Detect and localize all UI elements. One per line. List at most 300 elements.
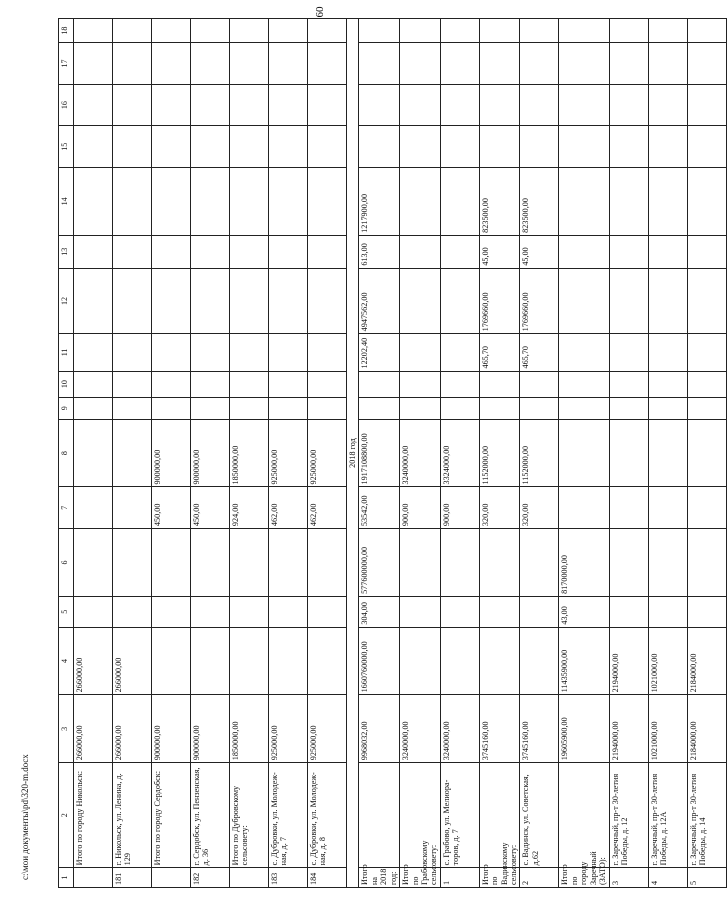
table-cell: 577600000,00	[359, 529, 400, 597]
table-cell: г. Сердобск, ул. Пензенская, д. 36	[191, 763, 230, 868]
table-cell	[191, 84, 230, 126]
table-cell	[191, 126, 230, 168]
table-cell: 4947562,00	[359, 268, 400, 334]
table-cell	[359, 763, 400, 868]
table-cell	[308, 268, 347, 334]
table-cell	[74, 84, 113, 126]
table-cell: с. Дубровки, ул. Молодеж-ная, д. 7	[269, 763, 308, 868]
table-cell: 182	[191, 868, 230, 888]
table-cell: с. Дубровки, ул. Молодеж-ная, д. 8	[308, 763, 347, 868]
table-row	[479, 19, 520, 888]
table-cell	[440, 334, 479, 371]
table-cell: 45,00	[479, 235, 520, 268]
data-table	[58, 18, 727, 888]
table-cell: г. Заречный, пр-т 30-летия Победы, д. 12	[609, 763, 648, 868]
table-cell	[74, 487, 113, 529]
table-cell	[648, 126, 687, 168]
table-cell	[609, 84, 648, 126]
table-row	[359, 19, 400, 888]
table-row	[609, 19, 648, 888]
table-cell	[687, 19, 726, 43]
column-header: 12	[59, 268, 74, 334]
table-cell	[400, 371, 441, 397]
table-cell	[152, 627, 191, 695]
table-cell	[440, 596, 479, 627]
table-cell	[359, 371, 400, 397]
table-cell	[74, 419, 113, 487]
table-cell: 3324000,00	[440, 419, 479, 487]
table-cell	[687, 397, 726, 419]
table-cell	[152, 43, 191, 85]
table-cell	[648, 167, 687, 235]
table-cell	[74, 19, 113, 43]
table-cell: 925000,00	[269, 419, 308, 487]
table-cell	[609, 167, 648, 235]
table-cell	[230, 84, 269, 126]
table-cell	[359, 84, 400, 126]
table-cell: 3240000,00	[400, 695, 441, 763]
table-cell	[609, 235, 648, 268]
table-cell	[400, 19, 441, 43]
table-cell	[269, 19, 308, 43]
table-cell	[479, 529, 520, 597]
table-cell	[687, 43, 726, 85]
table-row	[400, 19, 441, 888]
table-cell	[648, 334, 687, 371]
table-cell	[400, 397, 441, 419]
table-cell: 4	[648, 868, 687, 888]
table-cell: 2	[520, 868, 559, 888]
table-cell	[648, 84, 687, 126]
table-cell	[479, 627, 520, 695]
table-cell	[648, 235, 687, 268]
table-cell	[559, 397, 609, 419]
table-cell	[74, 43, 113, 85]
table-cell	[559, 334, 609, 371]
table-cell	[400, 167, 441, 235]
table-cell: 45,00	[520, 235, 559, 268]
table-cell	[191, 268, 230, 334]
table-cell	[359, 19, 400, 43]
table-cell	[191, 529, 230, 597]
column-header: 13	[59, 235, 74, 268]
table-cell: 925000,00	[308, 695, 347, 763]
table-cell	[230, 126, 269, 168]
table-cell	[440, 19, 479, 43]
page-number: 60	[314, 6, 326, 18]
table-cell	[479, 84, 520, 126]
table-cell: 900000,00	[191, 695, 230, 763]
table-cell	[400, 84, 441, 126]
table-cell	[74, 334, 113, 371]
table-cell: 266000,00	[74, 695, 113, 763]
table-cell	[269, 529, 308, 597]
table-cell: 1850000,00	[230, 695, 269, 763]
table-cell: 465,70	[479, 334, 520, 371]
table-cell	[113, 334, 152, 371]
table-cell	[230, 627, 269, 695]
table-cell: 900000,00	[152, 419, 191, 487]
table-cell	[520, 371, 559, 397]
table-cell	[113, 167, 152, 235]
table-cell	[400, 627, 441, 695]
table-row	[74, 19, 113, 888]
table-cell: 925000,00	[308, 419, 347, 487]
table-cell	[113, 268, 152, 334]
table-cell	[520, 126, 559, 168]
table-cell: 465,70	[520, 334, 559, 371]
table-cell	[559, 43, 609, 85]
table-cell	[269, 334, 308, 371]
table-cell	[230, 397, 269, 419]
table-row	[687, 19, 726, 888]
table-cell	[440, 627, 479, 695]
table-cell	[191, 167, 230, 235]
table-cell	[152, 596, 191, 627]
table-cell	[400, 126, 441, 168]
table-cell	[308, 84, 347, 126]
table-cell	[609, 43, 648, 85]
table-cell	[609, 371, 648, 397]
table-cell	[687, 419, 726, 487]
table-cell	[400, 268, 441, 334]
year-heading-row	[347, 19, 359, 888]
table-cell	[113, 397, 152, 419]
table-cell	[440, 371, 479, 397]
table-cell	[308, 126, 347, 168]
table-cell	[687, 487, 726, 529]
table-cell: 3745160,00	[479, 695, 520, 763]
table-cell: 8170000,00	[559, 529, 609, 597]
table-cell	[308, 334, 347, 371]
table-cell	[687, 371, 726, 397]
column-number-row	[59, 19, 74, 888]
table-cell	[687, 268, 726, 334]
table-cell	[648, 19, 687, 43]
table-cell	[113, 43, 152, 85]
table-cell	[230, 868, 269, 888]
column-header: 17	[59, 43, 74, 85]
table-cell	[359, 397, 400, 419]
table-cell: 900,00	[400, 487, 441, 529]
table-cell	[113, 19, 152, 43]
table-cell: 1	[440, 868, 479, 888]
table-cell	[479, 397, 520, 419]
table-cell	[74, 235, 113, 268]
table-cell	[609, 126, 648, 168]
table-cell	[152, 268, 191, 334]
column-header: 15	[59, 126, 74, 168]
table-cell	[520, 397, 559, 419]
table-cell	[191, 235, 230, 268]
table-cell	[269, 397, 308, 419]
footer-file-path: c:\мои документы\pd\320-m.docx	[20, 754, 30, 880]
table-cell: 1769660,00	[520, 268, 559, 334]
table-cell	[269, 84, 308, 126]
table-cell	[152, 397, 191, 419]
table-cell	[609, 19, 648, 43]
table-cell	[152, 126, 191, 168]
table-cell	[559, 763, 609, 868]
table-cell: 181	[113, 868, 152, 888]
table-cell	[152, 84, 191, 126]
table-cell	[520, 43, 559, 85]
column-header: 6	[59, 529, 74, 597]
table-cell: Итого по городу Заречный (ЗАТО):	[559, 868, 609, 888]
column-header: 10	[59, 371, 74, 397]
table-cell	[113, 529, 152, 597]
table-cell	[648, 529, 687, 597]
table-body-after	[359, 19, 726, 888]
table-cell: г. Заречный, пр-т 30-летия Победы, д. 12А	[648, 763, 687, 868]
table-cell	[74, 268, 113, 334]
table-cell	[440, 529, 479, 597]
table-cell	[230, 268, 269, 334]
table-cell	[648, 419, 687, 487]
table-cell	[559, 19, 609, 43]
table-cell	[359, 43, 400, 85]
table-cell	[520, 627, 559, 695]
table-cell: 450,00	[191, 487, 230, 529]
table-cell: 320,00	[479, 487, 520, 529]
table-row	[648, 19, 687, 888]
table-cell	[269, 596, 308, 627]
table-cell	[152, 371, 191, 397]
table-cell: 184	[308, 868, 347, 888]
table-cell	[230, 596, 269, 627]
table-cell	[609, 529, 648, 597]
table-cell	[191, 371, 230, 397]
table-cell	[359, 126, 400, 168]
table-cell	[400, 235, 441, 268]
table-cell: 2194000,00	[609, 627, 648, 695]
table-cell	[520, 596, 559, 627]
table-cell	[308, 397, 347, 419]
table-cell: 823500,00	[520, 167, 559, 235]
table-cell	[440, 235, 479, 268]
table-cell	[191, 397, 230, 419]
table-cell	[400, 43, 441, 85]
table-cell: 266000,00	[113, 695, 152, 763]
table-cell: Итого по Грабовскому сельсовету:	[400, 868, 441, 888]
table-row	[152, 19, 191, 888]
table-cell: 3240000,00	[440, 695, 479, 763]
table-cell	[113, 487, 152, 529]
table-cell	[152, 334, 191, 371]
table-cell	[440, 43, 479, 85]
table-cell: 1021000,00	[648, 695, 687, 763]
column-header: 1	[59, 868, 74, 888]
column-header: 3	[59, 695, 74, 763]
table-cell	[559, 487, 609, 529]
table-cell	[520, 19, 559, 43]
table-cell	[308, 371, 347, 397]
table-cell	[74, 529, 113, 597]
table-cell	[559, 268, 609, 334]
table-row	[308, 19, 347, 888]
table-cell	[74, 126, 113, 168]
table-cell	[269, 235, 308, 268]
table-cell	[609, 419, 648, 487]
table-cell	[113, 84, 152, 126]
table-cell	[269, 126, 308, 168]
table-cell	[191, 43, 230, 85]
table-cell	[113, 235, 152, 268]
table-cell	[152, 19, 191, 43]
table-cell: с. Вадинск, ул. Советская, д.62	[520, 763, 559, 868]
table-cell: 1769660,00	[479, 268, 520, 334]
table-cell	[440, 84, 479, 126]
table-cell	[559, 167, 609, 235]
table-cell	[479, 596, 520, 627]
table-cell	[191, 19, 230, 43]
table-cell	[400, 529, 441, 597]
table-cell	[308, 596, 347, 627]
table-cell	[687, 334, 726, 371]
table-cell	[520, 529, 559, 597]
table-cell: 12202,40	[359, 334, 400, 371]
table-cell	[440, 397, 479, 419]
table-cell: 900,00	[440, 487, 479, 529]
table-cell	[609, 487, 648, 529]
table-cell	[113, 371, 152, 397]
table-cell: 900000,00	[152, 695, 191, 763]
table-cell: 266000,00	[113, 627, 152, 695]
table-cell	[479, 126, 520, 168]
table-cell: Итого по Вадинскому сельсовету:	[479, 868, 520, 888]
table-cell	[609, 268, 648, 334]
table-cell: 2194000,00	[609, 695, 648, 763]
table-cell: 1917108800,00	[359, 419, 400, 487]
table-cell	[152, 529, 191, 597]
table-cell	[648, 487, 687, 529]
table-cell	[687, 84, 726, 126]
table-cell	[648, 43, 687, 85]
table-cell	[191, 596, 230, 627]
table-cell: 925000,00	[269, 695, 308, 763]
table-cell	[308, 43, 347, 85]
table-cell	[687, 126, 726, 168]
table-cell	[113, 596, 152, 627]
table-cell: 1660760000,00	[359, 627, 400, 695]
table-cell	[230, 43, 269, 85]
table-cell: 924,00	[230, 487, 269, 529]
table-cell	[308, 167, 347, 235]
table-cell	[152, 868, 191, 888]
table-cell: с. Грабово, ул. Мелиора-торов, д. 7	[440, 763, 479, 868]
table-cell	[648, 397, 687, 419]
table-cell: 183	[269, 868, 308, 888]
table-cell: Итого по городу Сердобск:	[152, 763, 191, 868]
column-header: 18	[59, 19, 74, 43]
table-cell	[440, 268, 479, 334]
table-cell	[687, 167, 726, 235]
table-cell	[74, 371, 113, 397]
table-cell: 3745160,00	[520, 695, 559, 763]
table-cell	[648, 371, 687, 397]
table-cell: 1850000,00	[230, 419, 269, 487]
rotated-table-wrapper	[58, 18, 708, 888]
table-cell: 900000,00	[191, 419, 230, 487]
table-cell	[687, 596, 726, 627]
table-cell	[230, 167, 269, 235]
table-cell	[269, 43, 308, 85]
table-cell: 3240000,00	[400, 419, 441, 487]
table-cell	[609, 397, 648, 419]
table-cell: 450,00	[152, 487, 191, 529]
column-header: 16	[59, 84, 74, 126]
table-cell	[230, 334, 269, 371]
column-header: 9	[59, 397, 74, 419]
table-cell: 266000,00	[74, 627, 113, 695]
table-cell: 823500,00	[479, 167, 520, 235]
table-cell	[269, 627, 308, 695]
table-cell	[152, 235, 191, 268]
table-cell	[113, 419, 152, 487]
table-row	[440, 19, 479, 888]
table-cell	[559, 126, 609, 168]
table-cell: 1217900,00	[359, 167, 400, 235]
table-cell	[440, 126, 479, 168]
table-cell: 2184000,00	[687, 695, 726, 763]
table-row	[559, 19, 609, 888]
table-cell	[74, 596, 113, 627]
table-cell	[440, 167, 479, 235]
table-cell	[648, 268, 687, 334]
table-cell	[400, 334, 441, 371]
table-cell	[520, 84, 559, 126]
table-cell: 462,00	[308, 487, 347, 529]
table-cell	[74, 868, 113, 888]
table-cell	[479, 43, 520, 85]
table-cell	[308, 627, 347, 695]
table-cell	[609, 596, 648, 627]
table-cell: 2184000,00	[687, 627, 726, 695]
table-cell	[74, 397, 113, 419]
table-row	[520, 19, 559, 888]
column-header: 2	[59, 763, 74, 868]
table-cell	[308, 235, 347, 268]
table-cell: Итого по Дубровскому сельсовету:	[230, 763, 269, 868]
table-cell	[479, 19, 520, 43]
table-cell: 11435900,00	[559, 627, 609, 695]
table-row	[191, 19, 230, 888]
table-cell	[230, 235, 269, 268]
table-row	[113, 19, 152, 888]
table-cell	[648, 596, 687, 627]
table-cell: г. Никольск, ул. Ленина, д. 129	[113, 763, 152, 868]
table-cell	[152, 167, 191, 235]
table-cell: 1152000,00	[520, 419, 559, 487]
table-cell	[559, 371, 609, 397]
table-cell	[74, 167, 113, 235]
table-cell: 304,00	[359, 596, 400, 627]
table-cell	[400, 596, 441, 627]
table-cell: г. Заречный, пр-т 30-летия Победы, д. 14	[687, 763, 726, 868]
table-cell: 43,00	[559, 596, 609, 627]
table-body-before	[74, 19, 347, 888]
column-header: 7	[59, 487, 74, 529]
table-cell	[609, 334, 648, 371]
table-cell	[269, 268, 308, 334]
table-cell	[191, 334, 230, 371]
table-cell: Итого на 2018 год:	[359, 868, 400, 888]
table-row	[230, 19, 269, 888]
column-header: 14	[59, 167, 74, 235]
table-cell	[687, 235, 726, 268]
table-cell: 1021000,00	[648, 627, 687, 695]
table-cell: 3	[609, 868, 648, 888]
